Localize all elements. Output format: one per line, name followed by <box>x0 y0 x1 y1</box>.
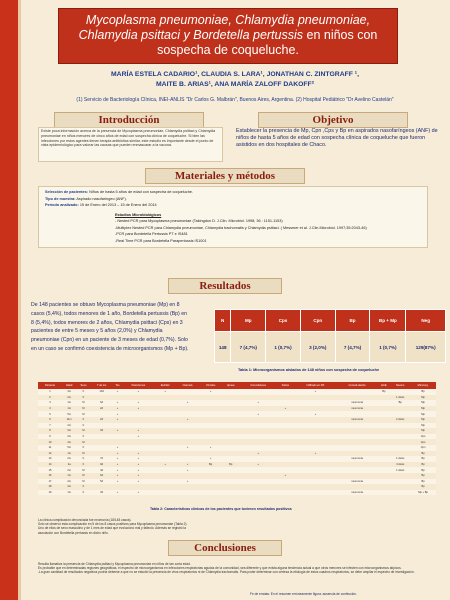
table1-header-row <box>215 310 446 332</box>
table2-cell: 2m <box>62 434 76 440</box>
table2-cell: F <box>76 417 90 423</box>
table2-cell: + <box>122 456 154 462</box>
table2-cell: F <box>76 456 90 462</box>
table2-cell: 1 dosis <box>390 456 410 462</box>
table2-cell: + <box>113 479 123 485</box>
table2-cell: F <box>76 434 90 440</box>
table2-header: Sexo <box>76 382 90 389</box>
results-table-2 <box>38 382 436 495</box>
table2-cell: 5m <box>62 411 76 417</box>
table2-cell: + <box>122 490 154 496</box>
table2-cell: 5 <box>38 411 62 417</box>
table2-cell: 4m <box>62 439 76 445</box>
left-stripe-accent <box>18 0 21 600</box>
table2-cell: 2m <box>62 467 76 473</box>
results-table-1 <box>214 309 446 363</box>
authors <box>30 70 440 90</box>
table2-cell: Bp <box>410 462 436 468</box>
table2-cell: 3d <box>91 428 113 434</box>
table2-cell: Bp <box>410 467 436 473</box>
table2-cell: 3 <box>38 400 62 406</box>
table2-cell: + <box>176 417 200 423</box>
table2-cell: + <box>199 389 221 395</box>
table2-cell: + <box>122 473 154 479</box>
table2-cell: 2d <box>91 417 113 423</box>
table2-header: Consoli-dación <box>337 382 378 389</box>
conclusion-line: Es probable que en determinadas regiones geográficas, el espectro de microorganismos en infecciones respiratorias agudas de la comunidad, sea diferente y que exista alguna tendencia actual a que otros menores se infecten con microorganismos atípicos. <box>38 566 402 571</box>
table2-cell <box>222 490 240 496</box>
study-item: - Nested PCR para Mycoplasma pneumoniae (Takingdon D. J.Clin. Microbiol. 1998; 36 : 1151-1153) <box>115 219 283 223</box>
table2-header: ECE <box>378 382 391 389</box>
table2-cell: M <box>76 406 90 412</box>
table2-cell: 2m <box>62 395 76 401</box>
table2-cell: + <box>294 389 337 395</box>
table2-cell: F <box>76 484 90 490</box>
table2-cell: 5m <box>62 445 76 451</box>
table2-cell: + <box>113 428 123 434</box>
study-item: -Multiplex Nested PCR para Chlamydia pneumoniae, Chlamydia trachomatis y Chlamydia psittaci. ( Messmer et al. J.Clin.Microbiol. 1997;35:2043-46) <box>115 225 367 230</box>
table2-header: Microorg. <box>410 382 436 389</box>
table2-header: Fiebre <box>277 382 295 389</box>
table2-cell: 14 <box>38 462 62 468</box>
table1-header: Mp <box>231 310 266 332</box>
table2-cell: Mp <box>410 400 436 406</box>
methods-sample: Tipo de muestra: Aspirado nasofaríngeo (ANF). <box>45 196 127 201</box>
table2-cell <box>199 490 221 496</box>
table2-cell: Bp <box>410 451 436 457</box>
table1-cell: 7 (4,7%) <box>335 332 370 363</box>
table2-cell: 17 <box>38 479 62 485</box>
table2-cell: + <box>176 462 200 468</box>
table1-header: Neg <box>406 310 446 332</box>
table2-header: Neumo <box>390 382 410 389</box>
table-row <box>38 490 436 496</box>
table2-cell: neumonía <box>337 406 378 412</box>
table2-cell: Mp + Bp <box>410 490 436 496</box>
table2-cell: 3m <box>62 428 76 434</box>
results-text: De 148 pacientes se obtuvo Mycoplasma pneumoniae (Mp) en 8 casos (5,4%), todos menores de 1 año, Bordetella pertussis (Bp) en 8 (5,4%), todos menores de 2 años, Chlamydia psittaci (Cps) en 3 pacientes de entre 5 meses y 5 años (2,0%) y Chlamydia pneumoniae (Cpn) en un paciente de 3 meses de edad (0,7%). Solo en un caso se confirmó coexistencia de microorganismos (Mp + Bp). <box>31 302 189 352</box>
table2-header: Tos <box>113 382 123 389</box>
note-line: Solo se observó esta complicación en 5 de los 8 casos positivos para Mycoplasma pneumoniae (Tabla 2). <box>38 522 188 527</box>
table2-cell: 12 <box>38 451 62 457</box>
table2-cell: 2m <box>62 479 76 485</box>
table2-cell: M <box>76 400 90 406</box>
table2-cell: M <box>76 439 90 445</box>
table2-cell: + <box>294 451 337 457</box>
table2-cell: + <box>294 411 337 417</box>
table1-cell: 1 (0,7%) <box>370 332 406 363</box>
table2-cell: Mp <box>410 411 436 417</box>
table2-cell: 6 <box>38 417 62 423</box>
table2-cell: Bp <box>378 389 391 395</box>
table2-cell: 3d <box>91 490 113 496</box>
methods-selection: Selección de pacientes: Niños de hasta 5 años de edad con sospecha de coqueluche. <box>45 190 193 194</box>
objective-text: Establecer la presencia de Mp, Cpn ,Cps y Bp en aspirados nasofaríngeos (ANF) de niños de hasta 5 años de edad con sospecha clínica de coqueluche que fueron asistidos en dos hospitales de Chaco. <box>236 128 438 148</box>
table2-cell: + <box>155 389 176 395</box>
table2-cell: + <box>122 451 154 457</box>
table2-cell: + <box>199 445 221 451</box>
table2-cell: M <box>76 473 90 479</box>
table2-cell <box>277 490 295 496</box>
table2-cell: neumonía <box>337 456 378 462</box>
table2-cell: 1 dosis <box>390 467 410 473</box>
table2-cell <box>390 490 410 496</box>
table1-cell: 7 (4,7%) <box>231 332 266 363</box>
table2-cell <box>155 490 176 496</box>
table2-cell: M <box>76 451 90 457</box>
table2-header: Cianosis <box>176 382 200 389</box>
table2-header-row <box>38 382 436 389</box>
table2-cell: neumonía <box>337 400 378 406</box>
study-item: -Real Time PCR para Bordetella Parapertussis IS1001 <box>115 238 207 243</box>
table2-cell: + <box>176 479 200 485</box>
table2-header: Infiltrado en RX <box>294 382 337 389</box>
table2-cell: 11 <box>38 445 62 451</box>
table2-cell: + <box>155 462 176 468</box>
table2-cell: 4m <box>62 484 76 490</box>
results-notes <box>38 518 438 535</box>
title-line2-italic: Chlamydia psittaci y Bordetella pertussis <box>78 28 304 42</box>
table2-cell: 1m <box>62 406 76 412</box>
table2-cell: + <box>176 445 200 451</box>
section-results-heading: Resultados <box>168 278 282 294</box>
table2-cell: 4 dosis <box>390 462 410 468</box>
section-intro-heading: Introducción <box>54 112 204 128</box>
table2-cell: Bp <box>410 479 436 485</box>
table2-cell: neumonía <box>337 490 378 496</box>
table2-header: Paroxismos <box>122 382 154 389</box>
table2-header: Convulsiones <box>240 382 277 389</box>
table2-cell: F <box>76 389 90 395</box>
table2-cell: 18 <box>38 484 62 490</box>
table2-cell: + <box>113 406 123 412</box>
table2-cell: 5d <box>91 479 113 485</box>
table1-header: N <box>215 310 231 332</box>
table2-cell: 2m <box>62 456 76 462</box>
table2-cell: 2 dosis <box>390 417 410 423</box>
table2-cell: Cps <box>410 439 436 445</box>
table2-cell: + <box>122 434 154 440</box>
left-stripe <box>0 0 18 600</box>
table2-cell: + <box>113 490 123 496</box>
authors-line1: MARÍA ESTELA CADARIO¹, CLAUDIA S. LARA¹, JONATHAN C. ZINTGRAFF ¹, <box>111 71 359 78</box>
table2-cell: 16 <box>38 473 62 479</box>
table2-cell: + <box>122 400 154 406</box>
table2-cell: 11m <box>62 417 76 423</box>
table2-cell: F <box>76 423 90 429</box>
table2-cell: + <box>113 417 123 423</box>
table2-cell: + <box>113 462 123 468</box>
table2-header: Estridor <box>155 382 176 389</box>
table2-cell: 10 <box>38 439 62 445</box>
table2-cell: + <box>199 456 221 462</box>
note-line: La clínica complicación denunciada fue neumonía (18/148 casos). <box>38 518 132 522</box>
conclusion-line: Resulta llamativa la presencia de Chlamydia psittaci y Mycoplasma pneumoniae en niños de tan corta edad. <box>38 562 191 566</box>
table2-cell: F <box>76 395 90 401</box>
study-item: -PCR para Bordetella Pertussis PT e IS481 <box>115 232 188 236</box>
table2-cell: Bp <box>222 462 240 468</box>
table1-header: Bp + Mp <box>370 310 406 332</box>
table2-header: Edad <box>62 382 76 389</box>
table1-header: Cps <box>266 310 301 332</box>
note-line: Uno de ellos de sexo masculino y de 1 mes de edad que evolucionó mal y falleció. Además se registró la <box>38 526 186 531</box>
table1-row <box>215 332 446 363</box>
table2-cell: 4d <box>91 467 113 473</box>
table2-cell: + <box>277 473 295 479</box>
table2-cell: Mp <box>410 423 436 429</box>
table2-cell: neumonía <box>337 479 378 485</box>
footer-note: Fe de erratas: En el resumen erróneamente figura: ausencia de confección. <box>250 592 357 596</box>
table1-cell: 3 (2,0%) <box>300 332 335 363</box>
table2-cell: 3m <box>62 389 76 395</box>
table2-cell: 6d <box>91 400 113 406</box>
table2-cell: 1m <box>62 451 76 457</box>
table2-cell: + <box>113 451 123 457</box>
table1-cell: 129(87%) <box>406 332 446 363</box>
table2-cell: Bp <box>410 484 436 490</box>
table2-body <box>38 389 436 495</box>
table2-cell: F <box>76 462 90 468</box>
table1-cell: 148 <box>215 332 231 363</box>
table2-cell: + <box>122 389 154 395</box>
table2-cell: + <box>122 462 154 468</box>
table2-cell: Bp <box>410 456 436 462</box>
methods-period: Período analizado: 15 de Enero del 2013 – 15 de Enero del 2014 <box>45 203 157 207</box>
section-conclusions-heading: Conclusiones <box>168 540 282 556</box>
table2-cell: Mp <box>410 395 436 401</box>
table2-cell: + <box>240 400 277 406</box>
table2-cell: + <box>176 400 200 406</box>
table1-cell: 1 (0,7%) <box>266 332 301 363</box>
table2-cell: 7 <box>38 423 62 429</box>
table2-cell: 2m <box>62 423 76 429</box>
methods-box <box>38 186 428 248</box>
table2-cell: 9 <box>38 434 62 440</box>
table2-cell: 2 <box>38 395 62 401</box>
table2-cell: 1 <box>38 389 62 395</box>
table2-cell: M <box>76 479 90 485</box>
table2-header: Paciente <box>38 382 62 389</box>
poster-title <box>58 8 398 64</box>
table2-cell: + <box>113 467 123 473</box>
table2-cell: 15 <box>38 467 62 473</box>
table2-cell: 8 <box>38 428 62 434</box>
table2-cell: 1 dosis <box>390 395 410 401</box>
table2-cell: Bp <box>199 462 221 468</box>
table2-cell: + <box>122 428 154 434</box>
affiliation: (1) Servicio de Bacteriología Clínica, INEI-ANLIS "Dr Carlos G. Malbrán", Buenos Aires, Argentina. (2) Hospital Pediátrico "Dr Avelino Castelán" <box>76 97 394 103</box>
table2-cell: + <box>240 451 277 457</box>
table1-header: Bp <box>335 310 370 332</box>
table2-header: Vómitos <box>199 382 221 389</box>
title-line3: sospecha de coqueluche. <box>157 43 299 57</box>
table2-cell: 19 <box>38 490 62 496</box>
table2-cell: + <box>113 456 123 462</box>
table2-cell: Mp <box>410 428 436 434</box>
table2-cell: + <box>277 406 295 412</box>
methods-studies <box>115 212 421 245</box>
table2-cell: Bp <box>390 400 410 406</box>
table2-cell: M <box>76 428 90 434</box>
section-objective-heading: Objetivo <box>258 112 408 128</box>
table2-cell: 10d <box>91 389 113 395</box>
table2-cell: 2a <box>62 462 76 468</box>
table2-cell: + <box>113 389 123 395</box>
table2-cell: + <box>113 445 123 451</box>
table1-header: Cpn <box>300 310 335 332</box>
table2-cell: neumonía <box>337 417 378 423</box>
table2-cell <box>294 490 337 496</box>
table2-cell: + <box>113 473 123 479</box>
table2-cell <box>176 490 200 496</box>
table2-cell: 1m <box>62 400 76 406</box>
title-line2-rest: en niños con <box>303 28 378 42</box>
section-methods-heading: Materiales y métodos <box>145 168 305 184</box>
table2-cell: 7d <box>91 456 113 462</box>
table2-cell: + <box>176 467 200 473</box>
table1-caption: Tabla 1: Microorganismos aislados de 148 niños con sospecha de coqueluche <box>238 368 380 372</box>
table2-cell: Mp <box>410 417 436 423</box>
conclusions-text <box>38 562 438 575</box>
table2-cell: Bp <box>410 389 436 395</box>
table2-cell: + <box>240 462 277 468</box>
intro-text: Existe poca información acerca de la presencia de Mycoplasma pneumoniae, Chlamydia psittaci y Chlamydia pneumoniae en niños menores de cinco años de edad con sospecha clínica de coqueluche. Si bien las infecciones por estos agentes tienen terapia antibiótica similar, este estudio es importante desde el punto de vista epidemiológico para valorar las causas que pueden enmascarar a la vacuna. <box>38 127 223 162</box>
title-line1: Mycoplasma pneumoniae, Chlamydia pneumoniae, <box>85 13 371 27</box>
table2-cell: Mp <box>410 406 436 412</box>
table2-cell: + <box>122 467 154 473</box>
table2-cell: 1m <box>62 473 76 479</box>
table2-header: Apnea <box>222 382 240 389</box>
table2-cell: 6d <box>91 473 113 479</box>
table2-cell: F <box>76 445 90 451</box>
authors-line2: MAITE B. ARIAS¹, ANA MARÍA ZALOFF DAKOFF² <box>156 81 314 88</box>
table2-header: T de tos <box>91 382 113 389</box>
table2-cell: 2d <box>91 406 113 412</box>
table2-cell: Bp <box>410 473 436 479</box>
table2-cell: 13 <box>38 456 62 462</box>
table2-caption: Tabla 2: Características clínicas de los pacientes que tuvieron resultados positivos <box>150 507 292 511</box>
table2-cell: + <box>122 479 154 485</box>
table2-cell <box>240 490 277 496</box>
table2-cell: + <box>122 406 154 412</box>
table2-cell: + <box>113 411 123 417</box>
table2-cell: 4 <box>38 406 62 412</box>
table2-cell <box>378 490 391 496</box>
table2-cell: Cps <box>410 434 436 440</box>
table2-cell: F <box>76 490 90 496</box>
studies-label: Estudios Microbiológicos <box>115 212 162 217</box>
table2-cell: + <box>240 411 277 417</box>
table2-cell: 1m <box>62 490 76 496</box>
table2-cell: + <box>113 400 123 406</box>
table2-cell: 9d <box>91 462 113 468</box>
table2-cell: Cpn <box>410 445 436 451</box>
note-line: asociación con Bordetella pertussis en dicho niño. <box>38 530 109 535</box>
conclusion-line: -La gran cantidad de resultados negativos podría deberse a que no se estudió la presencia de virus respiratorios ni de Chlamydia trachomatis. Para poder determinar con certeza la etiología de estos cuadros respiratorios, se debe ampliar el espectro de investigación. <box>38 570 415 575</box>
table2-cell: M <box>76 411 90 417</box>
table2-cell: M <box>76 467 90 473</box>
